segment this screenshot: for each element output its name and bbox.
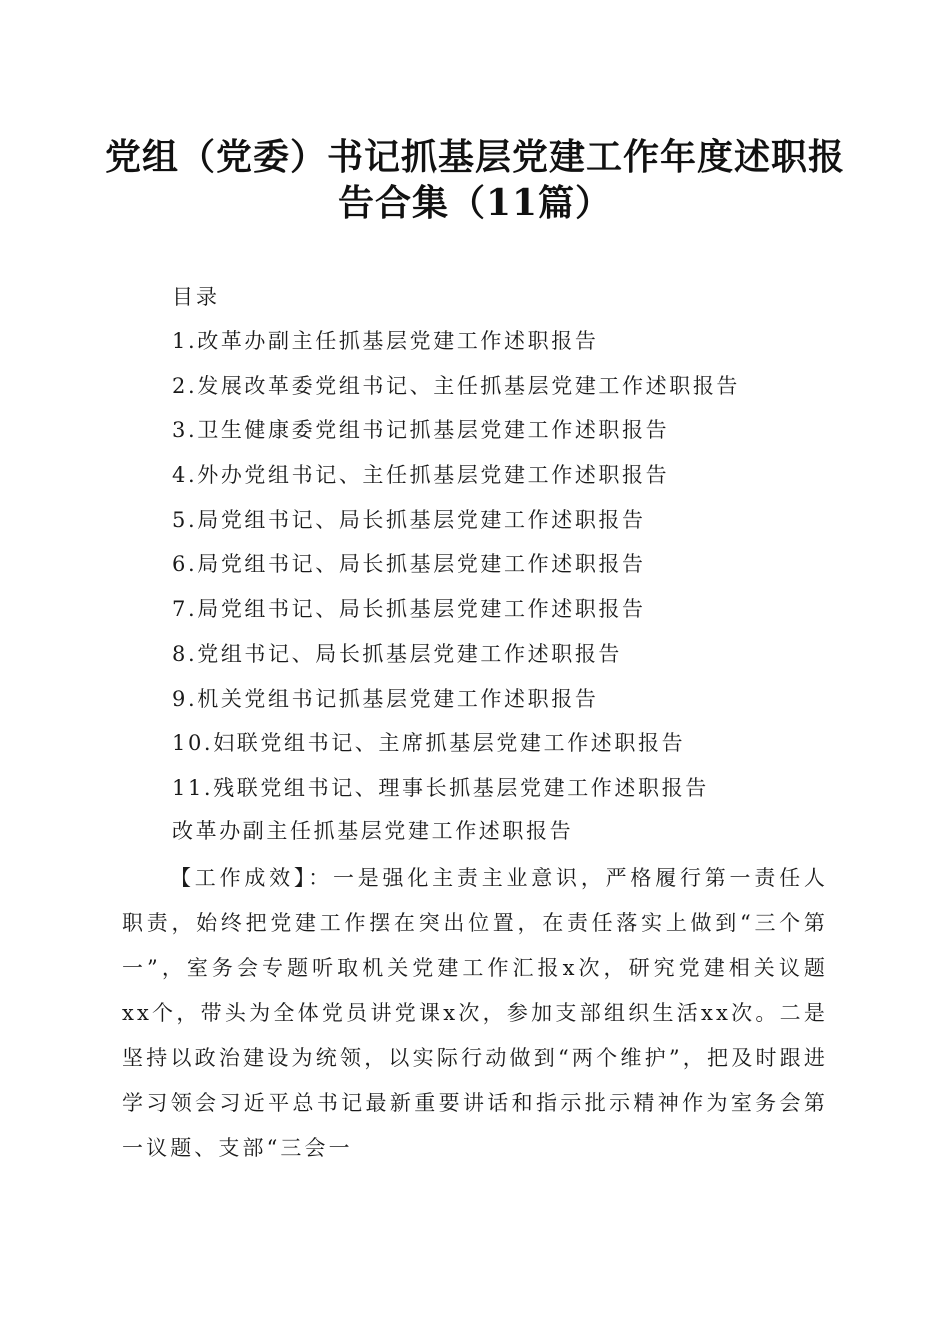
toc-item: 2.发展改革委党组书记、主任抓基层党建工作述职报告 [172,373,741,398]
table-of-contents [172,326,740,818]
body-paragraph: 【工作成效】：一是强化主责主业意识，严格履行第一责任人职责，始终把党建工作摆在突出位置，在责任落实上做到“三个第一”，室务会专题听取机关党建工作汇报x次，研究党建相关议题xx个，带头为全体党员讲党课x次，参加支部组织生活xx次。二是坚持以政治建设为统领，以实际行动做到“两个维护”，把及时跟进学习领会习近平总书记最新重要讲话和指示批示精神作为室务会第一议题、支部“三会一 [122,866,828,1160]
toc-item: 10.妇联党组书记、主席抓基层党建工作述职报告 [172,731,686,756]
toc-item: 11.残联党组书记、理事长抓基层党建工作述职报告 [172,775,709,800]
toc-item: 5.局党组书记、局长抓基层党建工作述职报告 [172,507,646,532]
toc-item: 6.局党组书记、局长抓基层党建工作述职报告 [172,552,646,577]
toc-heading: 目录 [172,285,220,309]
toc-item: 4.外办党组书记、主任抓基层党建工作述职报告 [172,463,670,488]
toc-item: 1.改革办副主任抓基层党建工作述职报告 [172,329,599,353]
document-title: 党组（党委）书记抓基层党建工作年度述职报告合集（11篇） [104,136,845,224]
section-heading: 改革办副主任抓基层党建工作述职报告 [172,819,574,843]
toc-item: 8.党组书记、局长抓基层党建工作述职报告 [172,641,623,666]
toc-item: 9.机关党组书记抓基层党建工作述职报告 [172,686,599,711]
toc-item: 7.局党组书记、局长抓基层党建工作述职报告 [172,597,646,622]
toc-item: 3.卫生健康委党组书记抓基层党建工作述职报告 [172,418,670,443]
